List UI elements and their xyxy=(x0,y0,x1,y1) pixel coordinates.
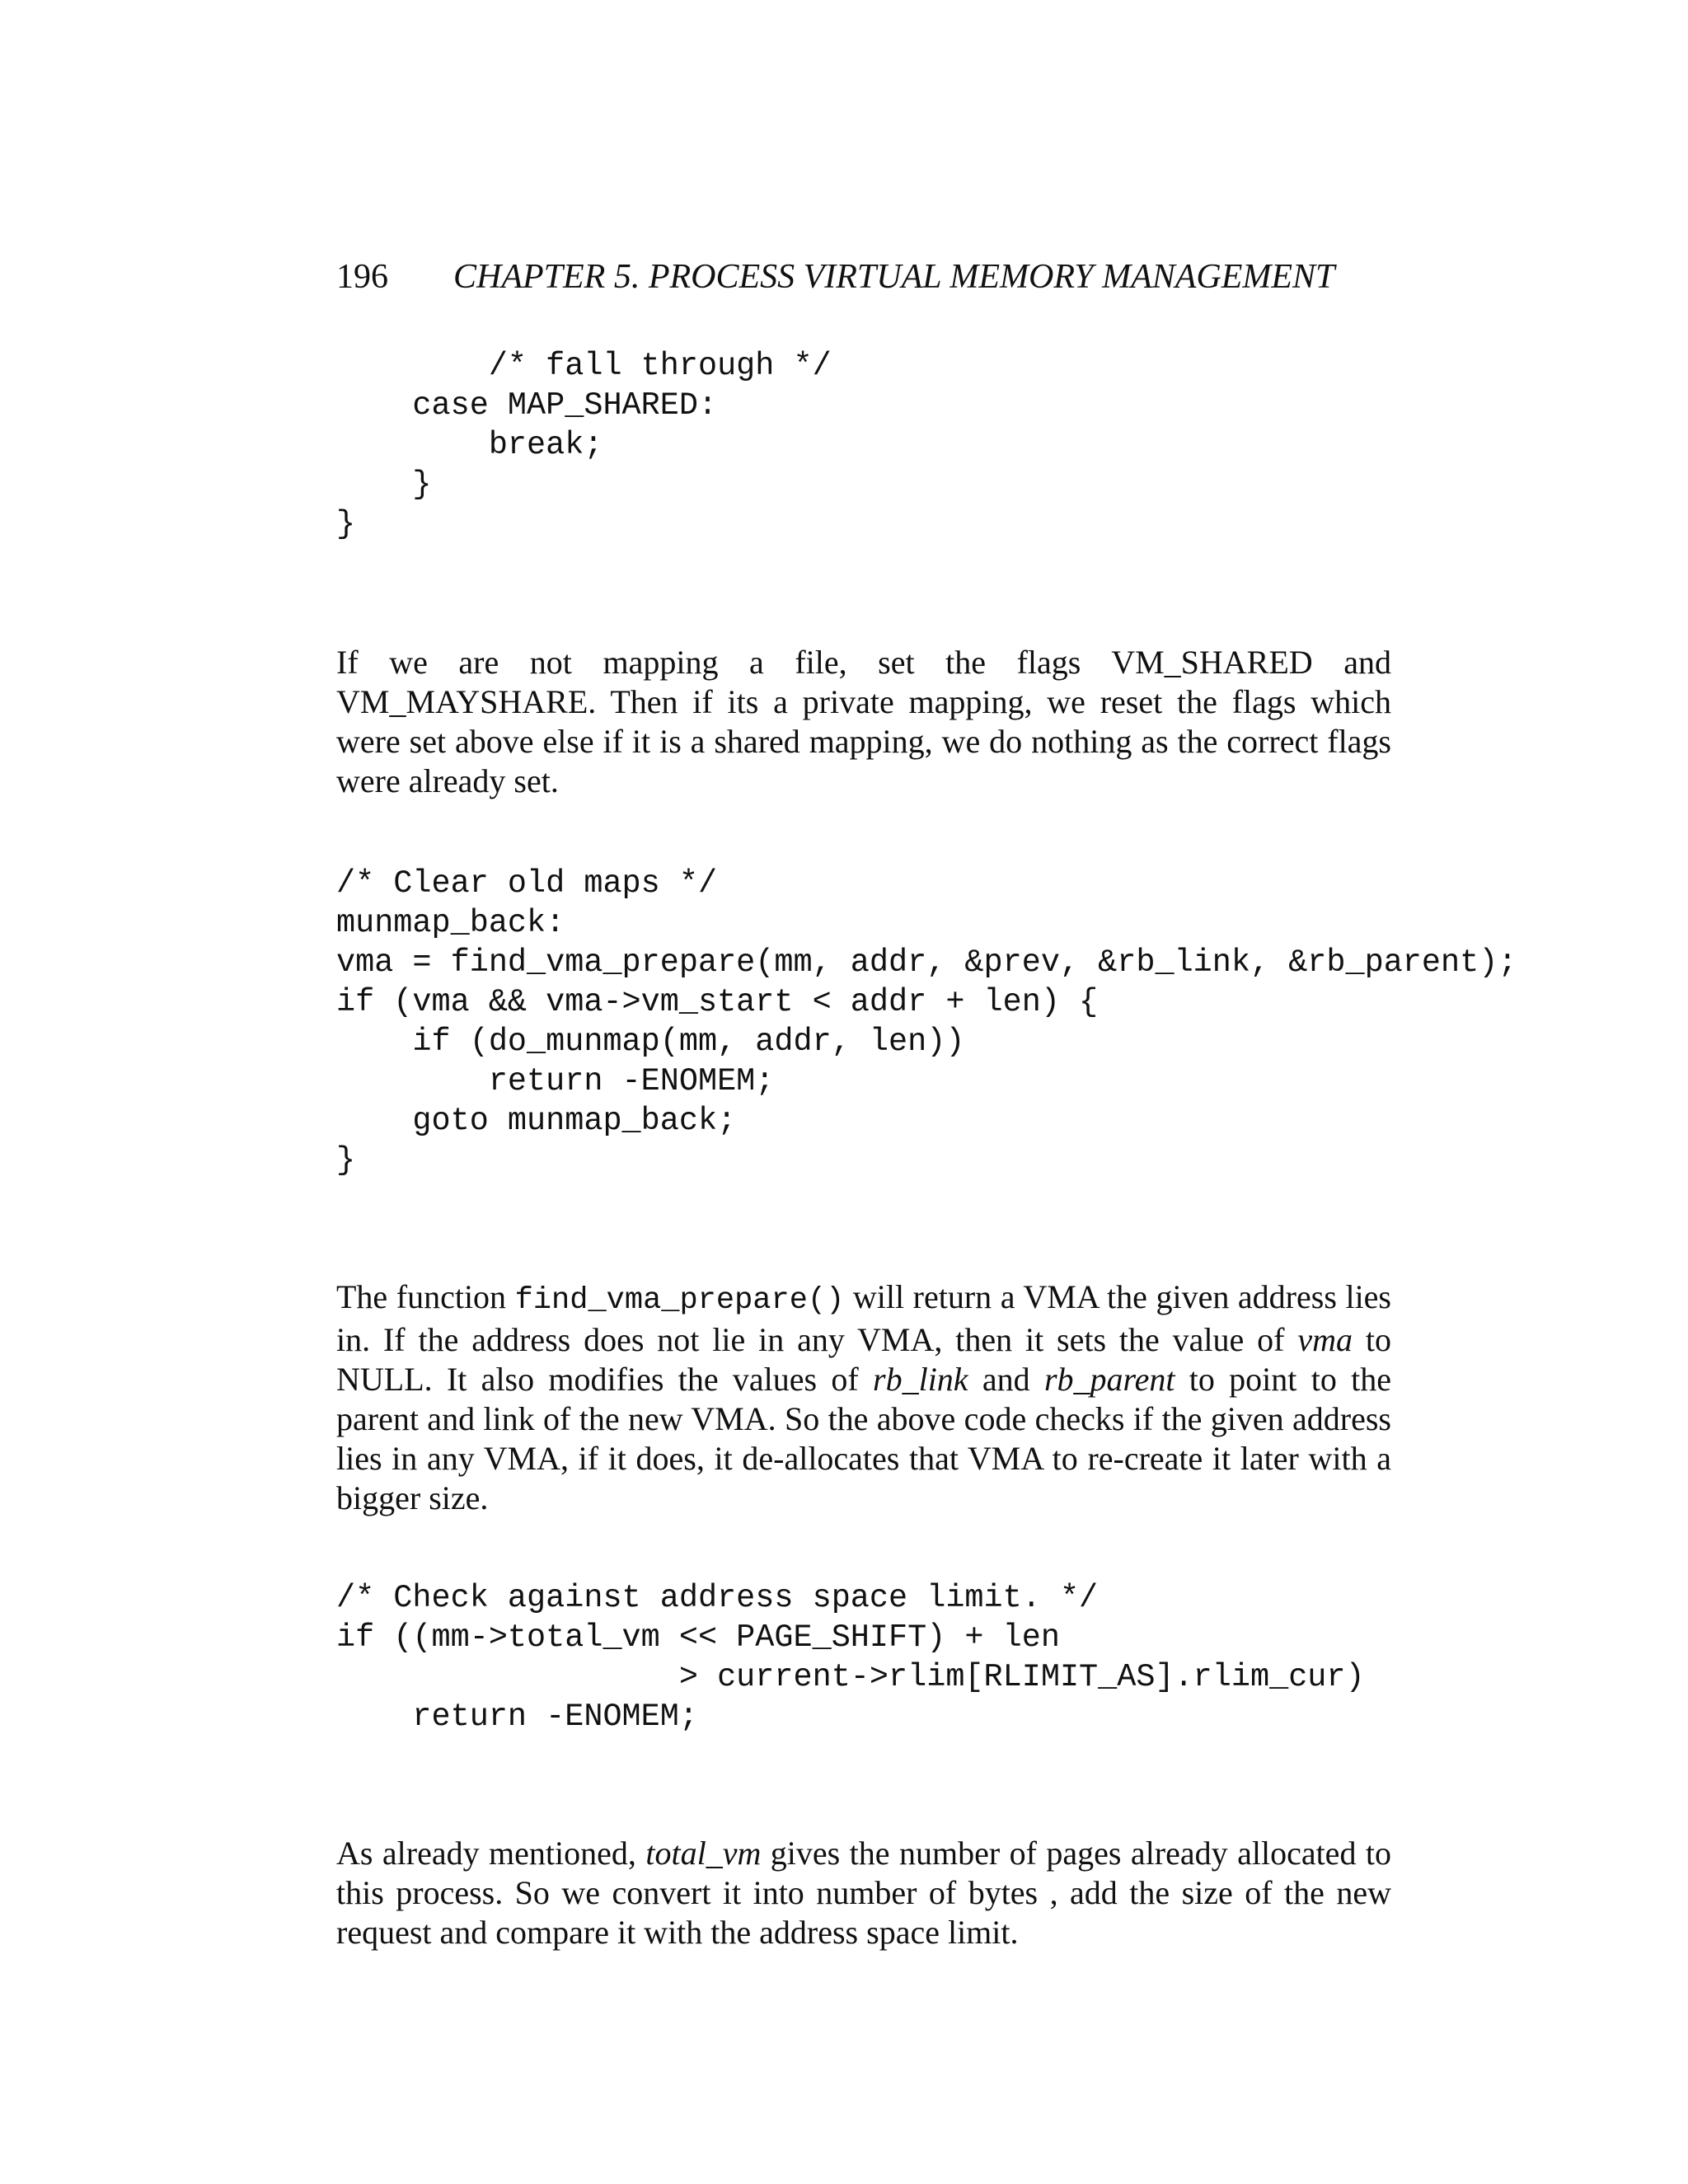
paragraph-text: to point to the parent and link of the new VMA. So the above code checks if the given address lies in any VMA, if it does, it de-allocates that VMA to re-create it later with a bigger size. xyxy=(336,1361,1391,1516)
italic-term: rb_parent xyxy=(1043,1361,1175,1398)
inline-code: find_vma_prepare() xyxy=(514,1283,845,1318)
italic-term: total_vm xyxy=(645,1835,762,1872)
paragraph-text: will return a VMA the given address lies in. If the address does not lie in any VMA, then it sets the value of xyxy=(336,1278,1392,1358)
paragraph: If we are not mapping a file, set the flags VM_SHARED and VM_MAYSHARE. Then if its a private mapping, we reset the flags which were set above else if it is a shared mapping, we do nothing as the correct flags were already set. xyxy=(336,644,1391,799)
code-block: /* fall through */ case MAP_SHARED: break; } } xyxy=(336,348,832,542)
page-number: 196 xyxy=(336,258,388,296)
paragraph-text: and xyxy=(968,1361,1044,1398)
paragraph xyxy=(336,1834,1391,1952)
paragraph-text: to NULL. It also modifies the values of xyxy=(336,1321,1391,1398)
code-block: /* Clear old maps */ munmap_back: vma = find_vma_prepare(mm, addr, &prev, &rb_link, &rb_parent); if (vma && vma->vm_start < addr + len) { if (do_munmap(mm, addr, len)) return -ENOMEM; goto munmap_back; } xyxy=(336,865,1517,1179)
paragraph-text: The function xyxy=(336,1278,515,1315)
code-block: /* Check against address space limit. */ if ((mm->total_vm << PAGE_SHIFT) + len > current->rlim[RLIMIT_AS].rlim_cur) return -ENOMEM; xyxy=(336,1580,1365,1735)
italic-term: vma xyxy=(1297,1321,1353,1358)
running-head: CHAPTER 5. PROCESS VIRTUAL MEMORY MANAGEMENT xyxy=(453,258,1335,296)
italic-term: rb_link xyxy=(873,1361,968,1398)
paragraph-text: gives the number of pages already allocated to this process. So we convert it into number of bytes , add the size of the new request and compare it with the address space limit. xyxy=(336,1835,1392,1951)
paragraph-text: As already mentioned, xyxy=(336,1835,646,1872)
paragraph xyxy=(336,1277,1391,1518)
